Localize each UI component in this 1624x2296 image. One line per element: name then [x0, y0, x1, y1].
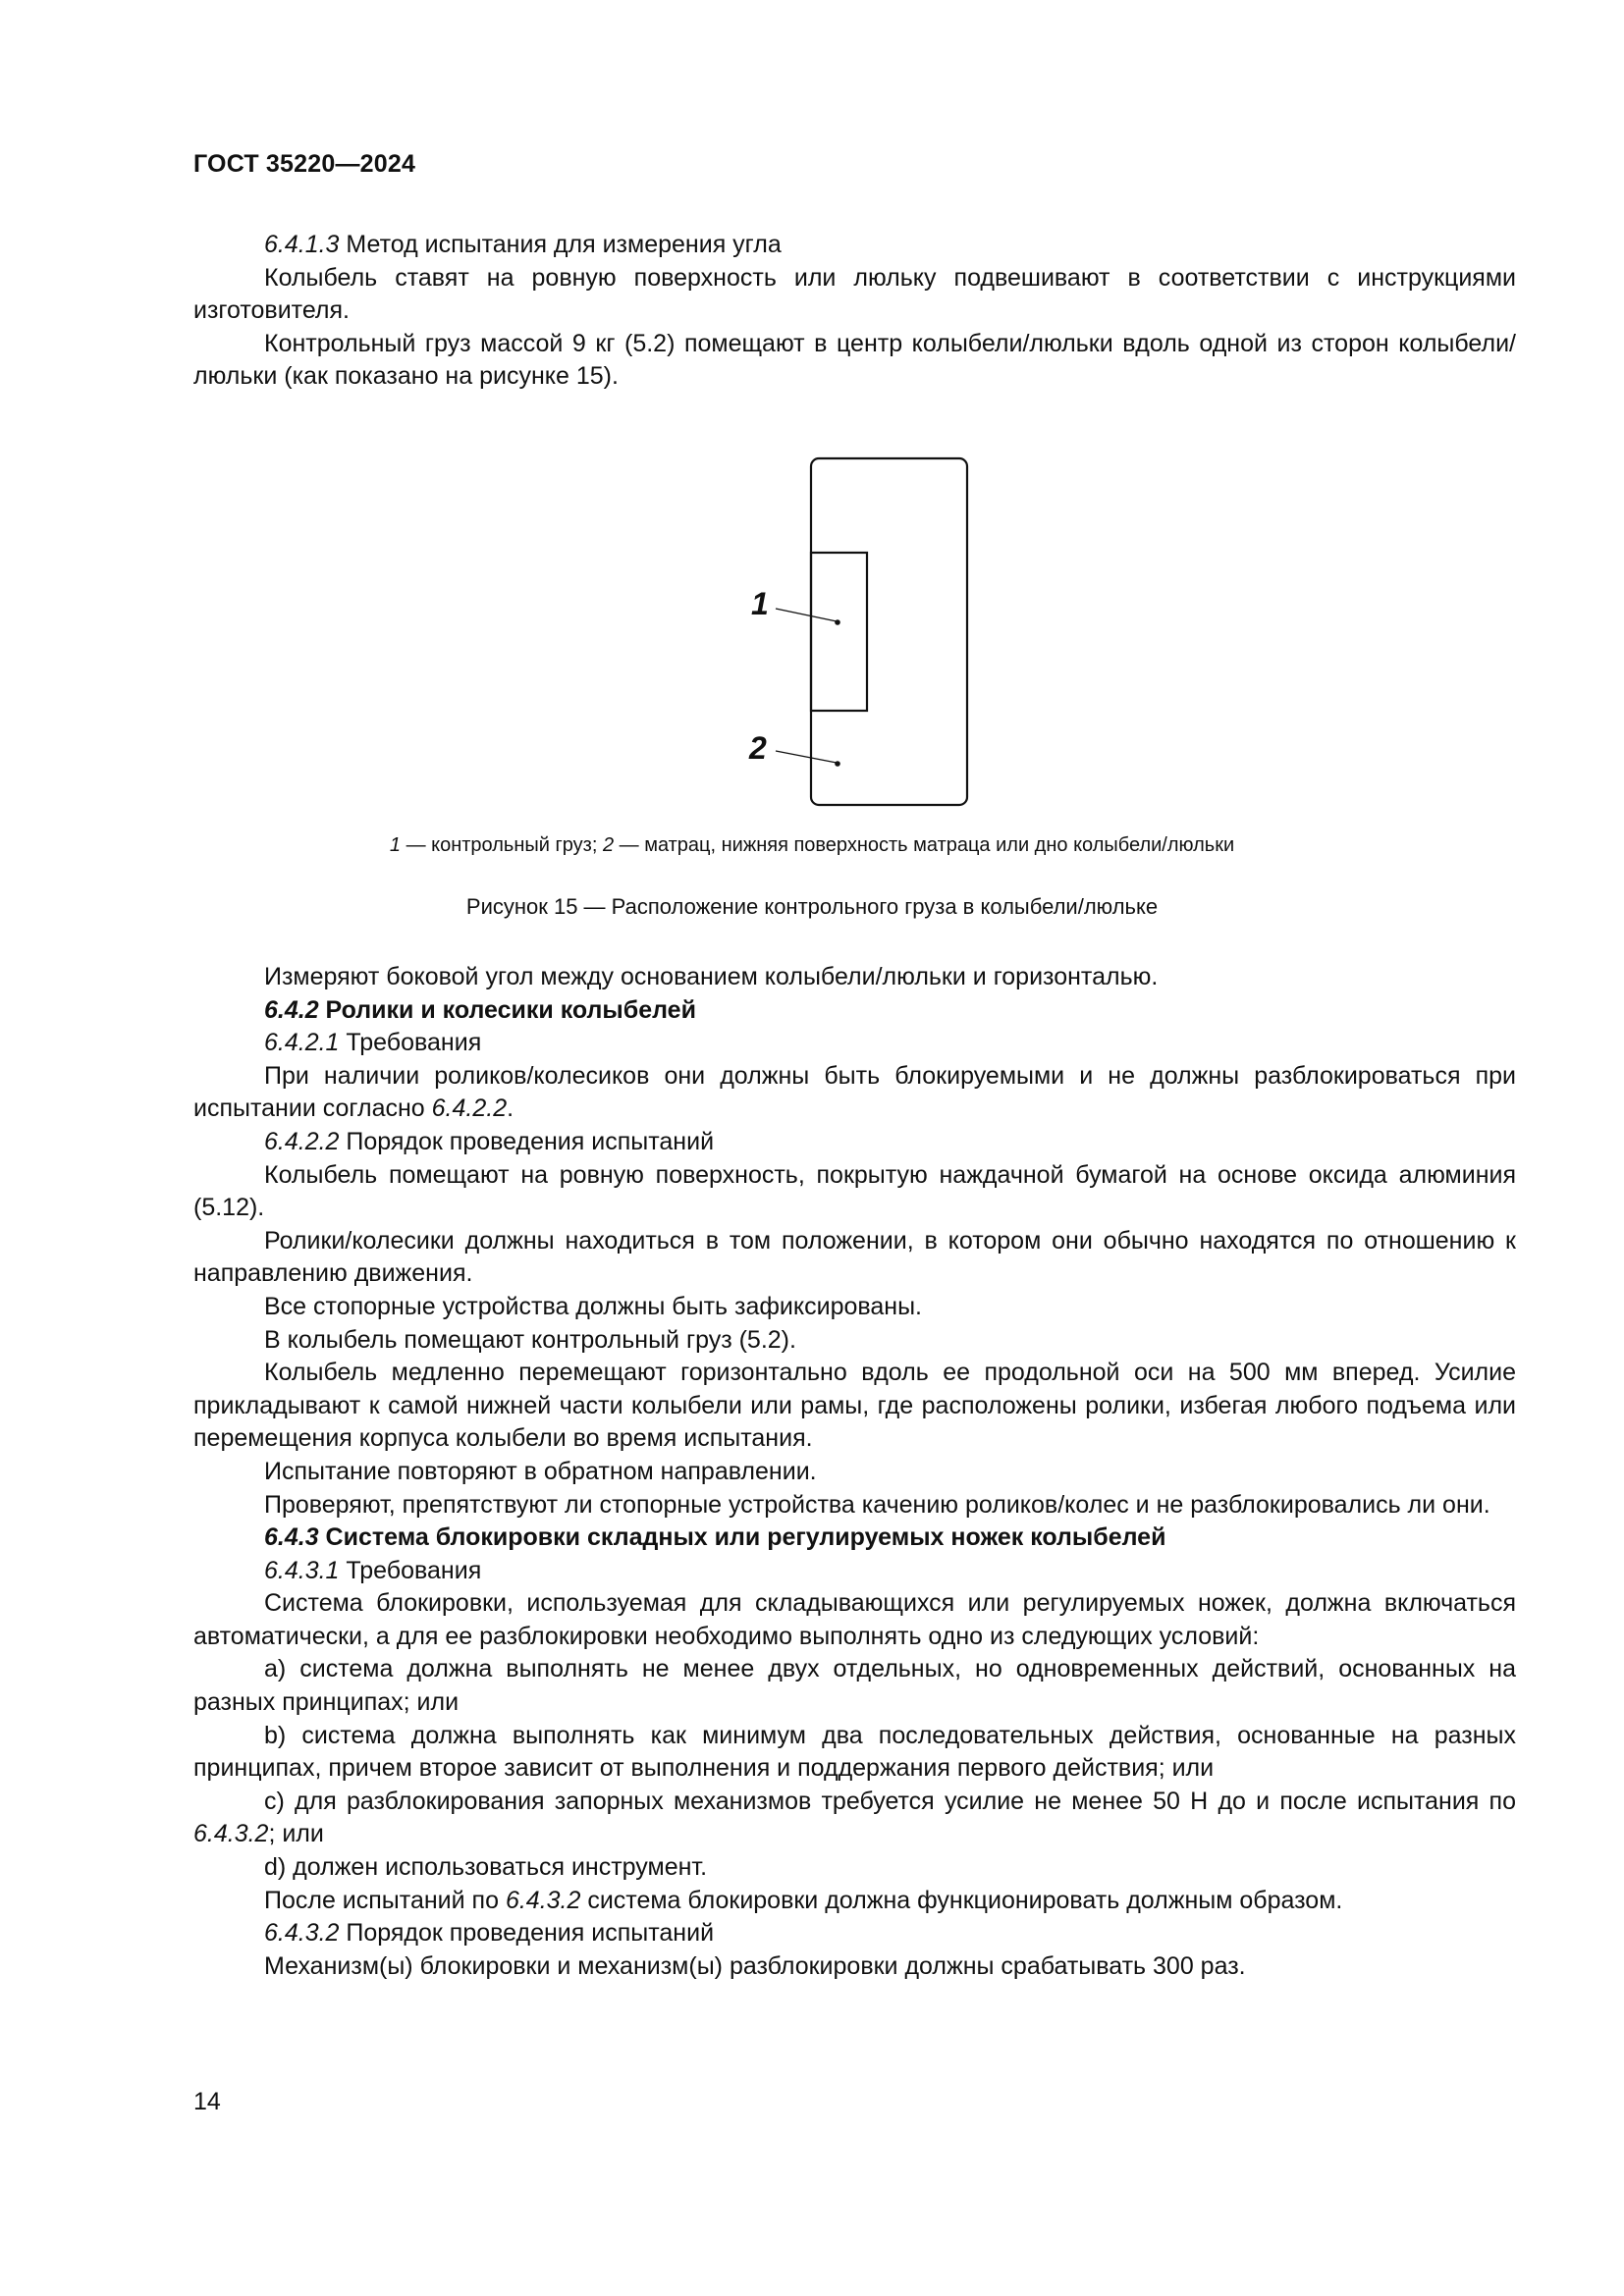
requirement-text-end: .	[507, 1095, 514, 1123]
clause-title: Порядок проведения испытаний	[339, 1919, 715, 1948]
leader-line-2	[776, 751, 837, 763]
figure-title: Рисунок 15 — Расположение контрольного груза в колыбели/люльке	[465, 894, 1159, 919]
paragraph: Проверяют, препятствуют ли стопорные устройства качению роликов/колес и не разблокировались ли они.	[264, 1490, 1490, 1519]
subsection-heading	[193, 1126, 1516, 1159]
paragraph: Измеряют боковой угол между основанием колыбели/люльки и горизонталью.	[264, 963, 1159, 990]
list-item-d: d) должен использоваться инструмент.	[264, 1853, 708, 1882]
page-number: 14	[193, 2088, 221, 2115]
paragraph: Ролики/колесики должны находиться в том положении, в котором они обычно находятся по отношению к направлению движения.	[193, 1226, 1516, 1288]
cross-reference: 6.4.3.2	[193, 1820, 269, 1848]
clause-number: 6.4.2	[264, 995, 319, 1024]
key-text-2: — матрац, нижняя поверхность матраца или дно колыбели/люльки	[614, 834, 1235, 856]
list-item-b: b) система должна выполнять как минимум два последовательных действия, основанные на разных принципах, причем второе зависит от выполнения и поддержания первого действия; или	[193, 1721, 1516, 1783]
section-6-4-1-3	[193, 229, 1516, 394]
leader-dot-1	[835, 619, 840, 625]
subsection-heading	[193, 229, 1516, 262]
clause-number: 6.4.2.1	[264, 1029, 340, 1057]
requirement-text: При наличии роликов/колесиков они должны быть блокируемыми и не должны разблокироваться при испытании согласно	[193, 1061, 1516, 1123]
paragraph: Испытание повторяют в обратном направлении.	[264, 1457, 817, 1485]
list-item-c-text: c) для разблокирования запорных механизмов требуется усилие не менее 50 Н до и после испытания по	[264, 1787, 1516, 1815]
clause-title: Ролики и колесики колыбелей	[318, 995, 696, 1024]
key-number-1: 1	[389, 834, 402, 856]
paragraph: Контрольный груз массой 9 кг (5.2) помещают в центр колыбели/люльки вдоль одной из сторон колыбели/люльки (как показано на рисунке 15).	[193, 329, 1516, 391]
clause-title: Требования	[339, 1556, 482, 1584]
cross-reference: 6.4.2.2	[431, 1095, 508, 1123]
clause-number: 6.4.3	[264, 1523, 319, 1552]
clause-number: 6.4.1.3	[264, 231, 340, 258]
cradle-outline	[811, 458, 967, 805]
subsection-heading	[193, 1555, 1516, 1588]
after-text: После испытаний по	[264, 1886, 506, 1914]
main-text	[193, 961, 1516, 1983]
key-number-2: 2	[602, 834, 615, 856]
subsection-heading	[193, 1917, 1516, 1950]
paragraph: Колыбель медленно перемещают горизонтально вдоль ее продольной оси на 500 мм вперед. Усилие прикладывают к самой нижней части колыбели или рамы, где расположены ролики, избегая любого подъема или перемещения корпуса колыбели во время испытания.	[193, 1359, 1516, 1453]
section-heading	[193, 1522, 1516, 1555]
clause-number: 6.4.2.2	[264, 1127, 340, 1155]
key-text-1: — контрольный груз;	[401, 834, 603, 856]
paragraph: Все стопорные устройства должны быть зафиксированы.	[264, 1292, 923, 1320]
paragraph: Механизм(ы) блокировки и механизм(ы) разблокировки должны срабатывать 300 раз.	[264, 1951, 1246, 1980]
paragraph: Колыбель помещают на ровную поверхность, покрытую наждачной бумагой на основе оксида алюминия (5.12).	[193, 1160, 1516, 1222]
test-mass-block	[811, 553, 867, 711]
clause-title: Система блокировки складных или регулируемых ножек колыбелей	[318, 1523, 1166, 1552]
clause-title: Порядок проведения испытаний	[339, 1127, 715, 1155]
clause-title: Требования	[339, 1029, 482, 1057]
figure-label-2: 2	[749, 730, 767, 766]
leader-line-1	[776, 609, 837, 621]
leader-dot-2	[835, 761, 840, 767]
list-item-c	[193, 1786, 1516, 1851]
figure-key	[0, 834, 1624, 857]
paragraph: В колыбель помещают контрольный груз (5.2).	[264, 1325, 796, 1354]
clause-number: 6.4.3.1	[264, 1556, 340, 1584]
after-text-end: система блокировки должна функционировать должным образом.	[580, 1886, 1343, 1914]
paragraph	[193, 1060, 1516, 1126]
figure-label-1: 1	[751, 586, 769, 621]
section-heading	[193, 994, 1516, 1028]
document-header: ГОСТ 35220—2024	[193, 150, 416, 178]
paragraph: Колыбель ставят на ровную поверхность или люльку подвешивают в соответствии с инструкциями изготовителя.	[193, 263, 1516, 325]
subsection-heading	[193, 1027, 1516, 1060]
cross-reference: 6.4.3.2	[505, 1886, 581, 1914]
paragraph: Система блокировки, используемая для складывающихся или регулируемых ножек, должна включаться автоматически, а для ее разблокировки необходимо выполнять одно из следующих условий:	[193, 1589, 1516, 1650]
list-item-c-end: ; или	[268, 1820, 324, 1848]
paragraph	[193, 1885, 1516, 1918]
clause-title: Метод испытания для измерения угла	[339, 231, 782, 258]
clause-number: 6.4.3.2	[264, 1919, 340, 1948]
list-item-a: a) система должна выполнять не менее двух отдельных, но одновременных действий, основанных на разных принципах; или	[193, 1655, 1516, 1717]
